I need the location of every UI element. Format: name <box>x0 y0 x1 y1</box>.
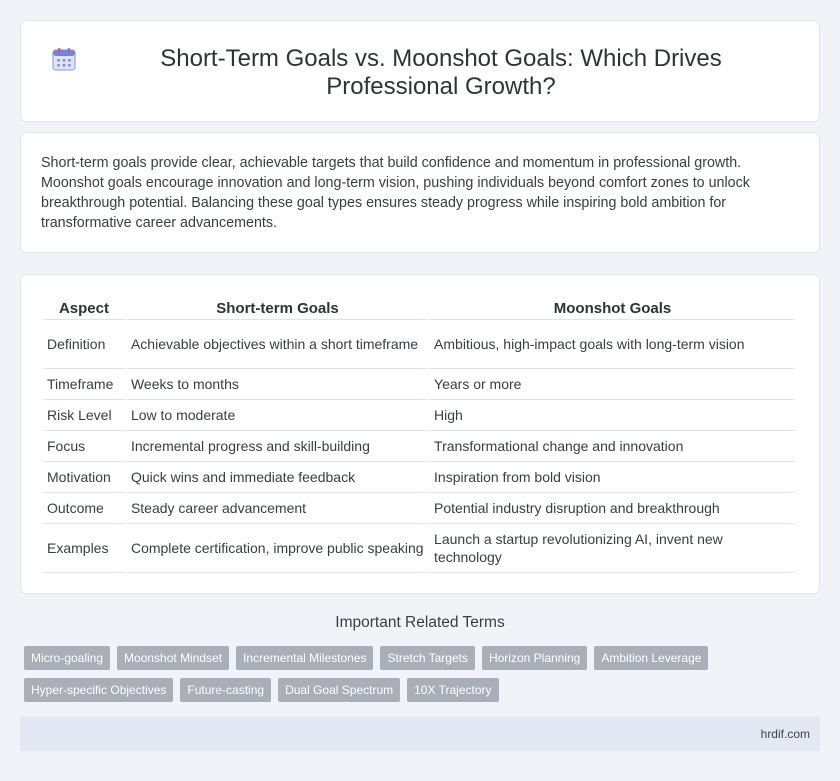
table-cell-short-term: Quick wins and immediate feedback <box>127 462 428 493</box>
table-cell-short-term: Steady career advancement <box>127 493 428 524</box>
related-terms-title: Important Related Terms <box>335 614 505 631</box>
tag-row <box>24 646 824 670</box>
tag-micro-goaling[interactable]: Micro-goaling <box>24 646 110 670</box>
table-row <box>43 524 795 573</box>
table-cell-moonshot: Potential industry disruption and breakthrough <box>430 493 795 524</box>
header-card <box>20 20 820 122</box>
table-cell-moonshot: High <box>430 400 795 431</box>
table-cell-short-term: Achievable objectives within a short timeframe <box>127 320 428 369</box>
table-cell-aspect: Timeframe <box>43 369 125 400</box>
table-row <box>43 493 795 524</box>
tag-10x-trajectory[interactable]: 10X Trajectory <box>407 678 498 702</box>
table-cell-moonshot: Years or more <box>430 369 795 400</box>
footer-site-link[interactable]: hrdif.com <box>760 727 810 741</box>
intro-paragraph: Short-term goals provide clear, achievable targets that build confidence and momentum in professional growth. Moonshot goals encourage innovation and long-term vision, pushing individuals beyond comfort zones to unlock breakthrough potential. Balancing these goal types ensures steady progress while inspiring bold ambition for transformative career advancements. <box>41 155 750 231</box>
tag-moonshot-mindset[interactable]: Moonshot Mindset <box>117 646 229 670</box>
page-title: Short-Term Goals vs. Moonshot Goals: Which Drives Professional Growth? <box>160 45 722 100</box>
table-cell-moonshot: Inspiration from bold vision <box>430 462 795 493</box>
column-header-short-term: Short-term Goals <box>127 295 428 320</box>
table-cell-short-term: Complete certification, improve public speaking <box>127 524 428 573</box>
table-cell-short-term: Weeks to months <box>127 369 428 400</box>
tag-future-casting[interactable]: Future-casting <box>180 678 271 702</box>
column-header-moonshot: Moonshot Goals <box>430 295 795 320</box>
column-header-aspect: Aspect <box>43 295 125 320</box>
table-row <box>43 431 795 462</box>
table-row <box>43 369 795 400</box>
tag-hyper-specific-objectives[interactable]: Hyper-specific Objectives <box>24 678 173 702</box>
table-cell-aspect: Focus <box>43 431 125 462</box>
table-cell-short-term: Incremental progress and skill-building <box>127 431 428 462</box>
intro-card <box>20 132 820 253</box>
table-cell-moonshot: Transformational change and innovation <box>430 431 795 462</box>
table-cell-moonshot: Launch a startup revolutionizing AI, invent new technology <box>430 524 795 573</box>
tag-dual-goal-spectrum[interactable]: Dual Goal Spectrum <box>278 678 400 702</box>
footer <box>20 717 820 751</box>
tag-row <box>24 678 824 702</box>
tag-incremental-milestones[interactable]: Incremental Milestones <box>236 646 373 670</box>
related-terms-tags <box>24 646 824 710</box>
table-header-row <box>43 295 795 320</box>
table-cell-moonshot: Ambitious, high-impact goals with long-term vision <box>430 320 795 369</box>
table-row <box>43 462 795 493</box>
table-cell-short-term: Low to moderate <box>127 400 428 431</box>
table-cell-aspect: Definition <box>43 320 125 369</box>
comparison-table <box>41 295 797 573</box>
tag-stretch-targets[interactable]: Stretch Targets <box>380 646 474 670</box>
comparison-table-card <box>20 274 820 594</box>
table-cell-aspect: Risk Level <box>43 400 125 431</box>
table-row <box>43 400 795 431</box>
table-cell-aspect: Outcome <box>43 493 125 524</box>
table-row <box>43 320 795 369</box>
table-cell-aspect: Motivation <box>43 462 125 493</box>
table-cell-aspect: Examples <box>43 524 125 573</box>
tag-horizon-planning[interactable]: Horizon Planning <box>482 646 587 670</box>
tag-ambition-leverage[interactable]: Ambition Leverage <box>594 646 708 670</box>
